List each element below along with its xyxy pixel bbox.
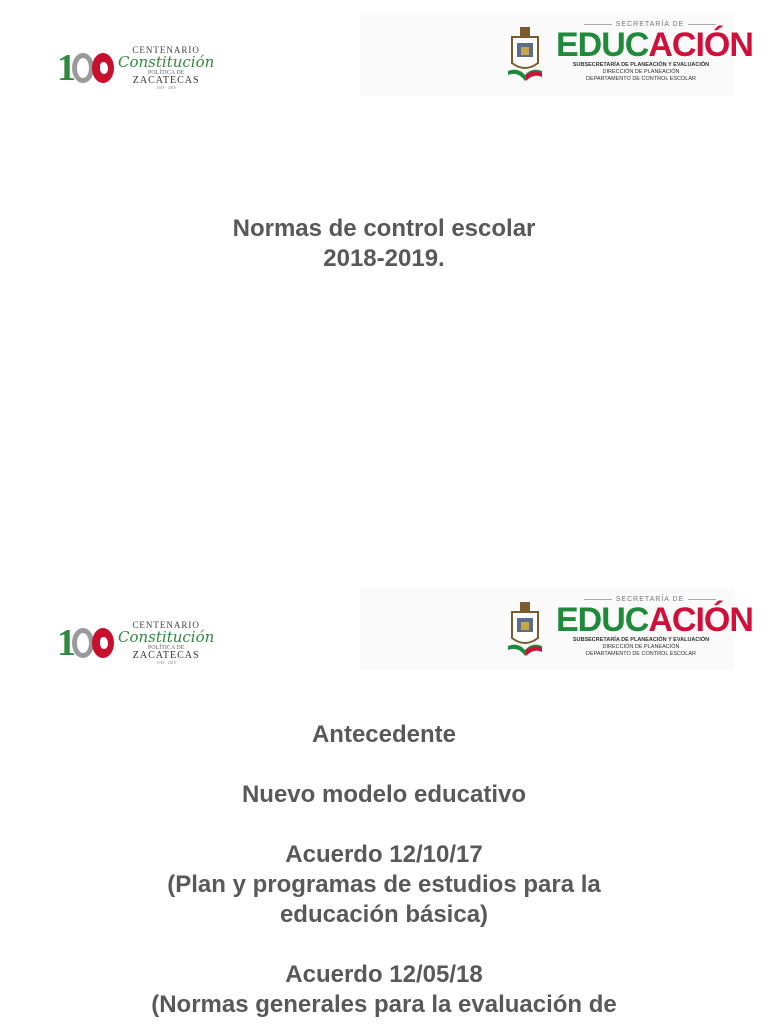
acuerdo-2-title: Acuerdo 12/05/18 xyxy=(285,961,483,988)
centenario-line1: CENTENARIO xyxy=(132,620,200,630)
centenario-line5: 1918 · 2018 xyxy=(156,660,176,665)
spacer xyxy=(0,810,768,840)
hundred-zero-gray xyxy=(72,628,94,658)
title-line-1: Normas de control escolar xyxy=(232,215,536,242)
divider-right xyxy=(688,599,716,600)
secretaria-text: SECRETARÍA DE xyxy=(615,21,685,28)
educacion-subtitles xyxy=(566,62,716,83)
acuerdo-1-desc-line-1: (Plan y programas de estudios para la xyxy=(167,871,601,898)
divider-left xyxy=(584,24,612,25)
subsecretaria-line: SUBSECRETARÍA DE PLANEACIÓN Y EVALUACIÓN xyxy=(572,637,710,643)
educacion-logo xyxy=(360,13,753,95)
hundred-emblem xyxy=(57,622,114,664)
slide-2-content xyxy=(0,720,768,1020)
subsecretaria-line: SUBSECRETARÍA DE PLANEACIÓN Y EVALUACIÓN xyxy=(572,62,710,68)
hundred-zero-map xyxy=(92,628,114,658)
secretaria-text: SECRETARÍA DE xyxy=(615,596,685,603)
zacatecas-shield-icon xyxy=(506,598,544,658)
direccion-line: DIRECCIÓN DE PLANEACIÓN xyxy=(602,644,680,650)
direccion-line: DIRECCIÓN DE PLANEACIÓN xyxy=(602,69,680,75)
hundred-emblem xyxy=(57,47,114,89)
spacer xyxy=(0,930,768,960)
departamento-line: DEPARTAMENTO DE CONTROL ESCOLAR xyxy=(585,76,697,82)
divider-right xyxy=(688,24,716,25)
centenario-logo xyxy=(57,621,214,665)
zacatecas-shield-icon xyxy=(506,23,544,83)
centenario-line4: ZACATECAS xyxy=(132,75,200,86)
acuerdo-1-desc-line-2: educación básica) xyxy=(279,901,489,928)
educacion-green-part: EDUC xyxy=(556,26,649,64)
title-line-2: 2018-2019. xyxy=(323,245,445,272)
educacion-red-part: ACIÓN xyxy=(648,26,753,64)
hundred-one-digit: 1 xyxy=(57,47,74,89)
spacer xyxy=(0,750,768,780)
educacion-red-part: ACIÓN xyxy=(648,601,753,639)
hundred-zero-gray xyxy=(72,53,94,83)
modelo-subheading: Nuevo modelo educativo xyxy=(241,781,527,808)
slide-1-title xyxy=(0,214,768,274)
centenario-line5: 1918 · 2018 xyxy=(156,85,176,90)
divider-left xyxy=(584,599,612,600)
centenario-text xyxy=(118,46,214,90)
educacion-text-block xyxy=(556,596,753,658)
antecedente-heading: Antecedente xyxy=(311,721,457,748)
slide-2 xyxy=(0,584,768,1024)
hundred-one-digit: 1 xyxy=(57,622,74,664)
centenario-line2: Constitución xyxy=(118,628,215,646)
centenario-text xyxy=(118,621,214,665)
hundred-zero-map xyxy=(92,53,114,83)
educacion-text-block xyxy=(556,21,753,83)
centenario-line3: POLÍTICA DE xyxy=(147,70,185,76)
centenario-line4: ZACATECAS xyxy=(132,650,200,661)
educacion-logo xyxy=(360,588,753,670)
acuerdo-1-title: Acuerdo 12/10/17 xyxy=(285,841,483,868)
centenario-line3: POLÍTICA DE xyxy=(147,645,185,651)
centenario-logo xyxy=(57,46,214,90)
departamento-line: DEPARTAMENTO DE CONTROL ESCOLAR xyxy=(585,651,697,657)
educacion-wordmark xyxy=(556,26,753,64)
centenario-line2: Constitución xyxy=(118,53,215,71)
acuerdo-2-desc-line-1: (Normas generales para la evaluación de xyxy=(151,991,617,1018)
educacion-subtitles xyxy=(566,637,716,658)
educacion-wordmark xyxy=(556,601,753,639)
educacion-green-part: EDUC xyxy=(556,601,649,639)
centenario-line1: CENTENARIO xyxy=(132,45,200,55)
